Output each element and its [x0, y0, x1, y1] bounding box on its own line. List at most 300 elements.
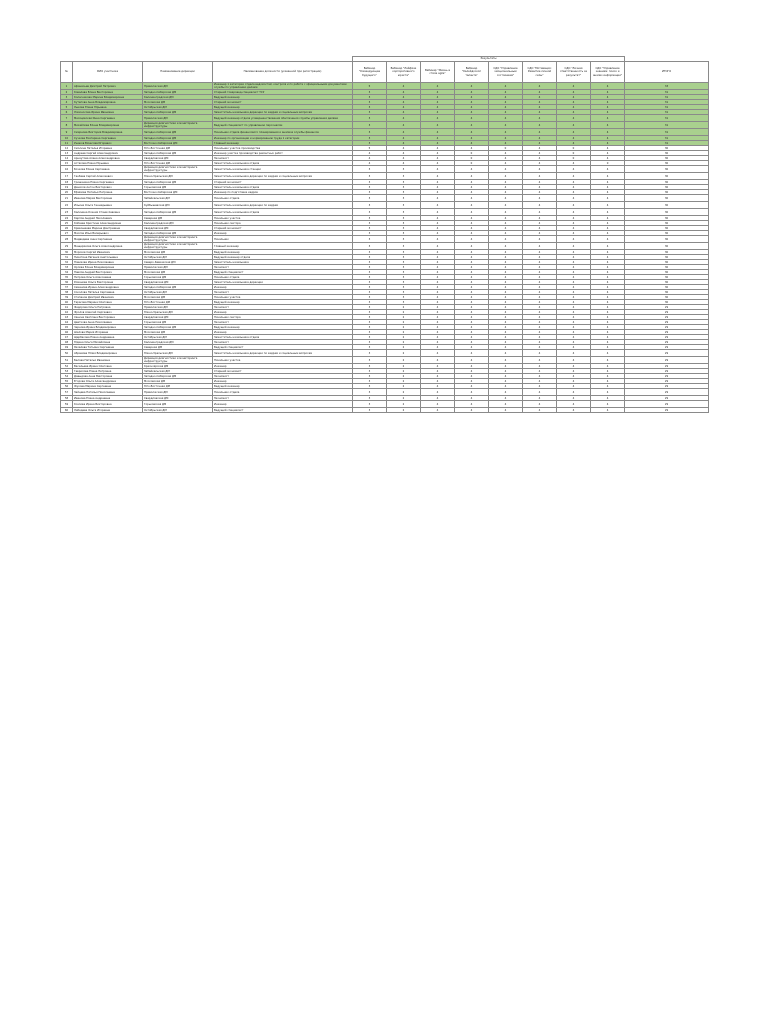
header-row	[61, 62, 709, 83]
score-cell: 4	[421, 330, 455, 335]
total-cell: 31	[625, 105, 709, 110]
score-cell: 4	[489, 285, 523, 290]
position: Старший экономист	[213, 100, 353, 105]
score-cell: 4	[489, 315, 523, 320]
score-cell: 3	[353, 231, 387, 236]
score-cell: 2	[387, 310, 421, 315]
score-cell: 4	[421, 166, 455, 173]
score-cell: 4	[557, 236, 591, 243]
col-sdo-4: СДО "Управление знанием: поиск и анализ информации"	[591, 62, 625, 83]
score-cell: 3	[353, 379, 387, 384]
score-cell: 4	[523, 122, 557, 129]
score-cell: 3	[353, 384, 387, 389]
department: Южно-Уральская ДМ	[143, 173, 213, 180]
score-cell: 4	[489, 105, 523, 110]
department: Западно-Сибирская ДМ	[143, 110, 213, 115]
score-cell: 4	[557, 384, 591, 389]
department: Северная ДМ	[143, 216, 213, 221]
score-cell: 4	[455, 166, 489, 173]
score-cell: 4	[421, 357, 455, 364]
position: Экономист	[213, 374, 353, 379]
score-cell: 4	[557, 202, 591, 209]
participant-name: Кобзева Кристина Александровна	[73, 221, 143, 226]
score-cell: 4	[421, 231, 455, 236]
row-number: 55	[61, 379, 73, 384]
score-cell: 4	[455, 115, 489, 122]
score-cell: 4	[455, 250, 489, 255]
participant-name: Ломоносова Ирина Ивановна	[73, 110, 143, 115]
department: Свердловская ДМ	[143, 156, 213, 161]
score-cell: 4	[557, 401, 591, 408]
score-cell: 3	[387, 270, 421, 275]
row-number: 33	[61, 265, 73, 270]
department: Западно-Сибирская ДМ	[143, 325, 213, 330]
department: Приволжская ДМ	[143, 83, 213, 90]
score-cell: 4	[455, 396, 489, 401]
score-cell: 4	[591, 83, 625, 90]
score-cell: 4	[523, 374, 557, 379]
col-webinar-2: Вебинар "Лайфхак корпоративного юриста"	[387, 62, 421, 83]
score-cell: 4	[455, 345, 489, 350]
row-number: 45	[61, 325, 73, 330]
score-cell: 3	[387, 173, 421, 180]
score-cell: 3	[353, 115, 387, 122]
score-cell: 4	[557, 265, 591, 270]
row-number: 49	[61, 345, 73, 350]
position: Главный инженер	[213, 243, 353, 250]
score-cell: 4	[591, 216, 625, 221]
score-cell: 4	[455, 129, 489, 136]
score-cell: 3	[387, 209, 421, 216]
score-cell: 3	[353, 389, 387, 396]
row-number: 26	[61, 226, 73, 231]
col-num: №	[61, 62, 73, 83]
position: Ведущий инженер отдела	[213, 255, 353, 260]
score-cell: 4	[557, 350, 591, 357]
table-row	[61, 122, 709, 129]
score-cell: 4	[557, 320, 591, 325]
score-cell: 4	[489, 83, 523, 90]
score-cell: 4	[421, 300, 455, 305]
score-cell: 4	[557, 136, 591, 141]
score-cell: 4	[591, 129, 625, 136]
col-position: Наименование должности (указанной при регистрации)	[213, 62, 353, 83]
score-cell: 3	[353, 90, 387, 95]
score-cell: 4	[455, 389, 489, 396]
score-cell: 4	[557, 173, 591, 180]
score-cell: 5	[353, 83, 387, 90]
score-cell: 4	[591, 236, 625, 243]
score-cell: 4	[591, 115, 625, 122]
score-cell: 4	[455, 221, 489, 226]
score-cell: 4	[489, 374, 523, 379]
position: Старший экономист	[213, 226, 353, 231]
score-cell: 4	[455, 190, 489, 195]
score-cell: 4	[557, 226, 591, 231]
score-cell: 3	[353, 300, 387, 305]
col-total: ИТОГО	[625, 62, 709, 83]
score-cell: 3	[353, 190, 387, 195]
score-cell: 4	[489, 173, 523, 180]
position: Заместитель начальника отдела	[213, 161, 353, 166]
score-cell: 4	[489, 340, 523, 345]
department: Западно-Сибирская ДМ	[143, 129, 213, 136]
score-cell: 4	[591, 105, 625, 110]
total-cell: 29	[625, 396, 709, 401]
score-cell: 4	[455, 401, 489, 408]
score-cell: 3	[353, 330, 387, 335]
score-cell: 4	[489, 300, 523, 305]
score-cell: 4	[455, 122, 489, 129]
score-cell: 4	[557, 315, 591, 320]
score-cell: 3	[387, 166, 421, 173]
position: Инженер по организации и нормированию труда 1 категории	[213, 136, 353, 141]
score-cell: 4	[455, 379, 489, 384]
participant-name: Орлова Елена Владимировна	[73, 265, 143, 270]
score-cell: 4	[455, 265, 489, 270]
department: Калининградская ДМ	[143, 340, 213, 345]
participant-name: Ефимова Наталья Петровна	[73, 190, 143, 195]
row-number: 1	[61, 83, 73, 90]
score-cell: 4	[591, 195, 625, 202]
score-cell: 4	[557, 209, 591, 216]
score-cell: 4	[557, 275, 591, 280]
score-cell: 4	[387, 161, 421, 166]
score-cell: 4	[557, 408, 591, 413]
score-cell: 4	[421, 275, 455, 280]
score-cell: 4	[591, 389, 625, 396]
total-cell: 31	[625, 122, 709, 129]
score-cell: 4	[557, 100, 591, 105]
score-cell: 0	[455, 161, 489, 166]
score-cell: 3	[387, 250, 421, 255]
table-row	[61, 209, 709, 216]
score-cell: 3	[353, 295, 387, 300]
participant-name: Мещерякова Ольга Александровна	[73, 243, 143, 250]
participant-name: Астахова Елена Юрьевна	[73, 161, 143, 166]
score-cell: 3	[353, 350, 387, 357]
row-number: 8	[61, 122, 73, 129]
score-cell: 4	[455, 357, 489, 364]
score-cell: 4	[489, 100, 523, 105]
participant-name: Лебедева Ольга Игоревна	[73, 408, 143, 413]
score-cell: 3	[353, 364, 387, 369]
row-number: 31	[61, 255, 73, 260]
score-cell: 2	[387, 305, 421, 310]
score-cell: 4	[489, 236, 523, 243]
score-cell: 4	[489, 396, 523, 401]
position: Начальник участка	[213, 357, 353, 364]
score-cell: 4	[489, 310, 523, 315]
position: Начальник участка производства	[213, 146, 353, 151]
position: Ведущий специалист по управлению персоналом	[213, 122, 353, 129]
score-cell: 4	[523, 100, 557, 105]
score-cell: 4	[455, 216, 489, 221]
score-cell: 4	[557, 340, 591, 345]
score-cell: 4	[421, 255, 455, 260]
row-number: 14	[61, 156, 73, 161]
score-cell: 4	[455, 295, 489, 300]
participant-name: Месяцовская Инна Сергеевна	[73, 115, 143, 122]
score-cell: 4	[591, 190, 625, 195]
row-number: 54	[61, 374, 73, 379]
score-cell: 4	[489, 243, 523, 250]
row-number: 44	[61, 320, 73, 325]
score-cell: 4	[591, 166, 625, 173]
score-cell: 3	[387, 300, 421, 305]
row-number: 3	[61, 95, 73, 100]
participant-name: Ковалева Елена Викторовна	[73, 90, 143, 95]
score-cell: 4	[523, 270, 557, 275]
score-cell: 4	[591, 300, 625, 305]
score-cell: 4	[387, 141, 421, 146]
score-cell: 3	[353, 285, 387, 290]
score-cell: 4	[523, 110, 557, 115]
score-cell: 4	[557, 379, 591, 384]
participant-name: Колесникова Марина Владимировна	[73, 95, 143, 100]
score-cell: 4	[523, 236, 557, 243]
participant-name: Егорова Ольга Александровна	[73, 379, 143, 384]
score-cell: 4	[591, 384, 625, 389]
score-cell: 3	[387, 243, 421, 250]
position: Инженер	[213, 330, 353, 335]
department: Юго-Восточная ДМ	[143, 384, 213, 389]
score-cell: 4	[523, 389, 557, 396]
score-cell: 4	[421, 180, 455, 185]
total-cell: 31	[625, 141, 709, 146]
score-cell: 4	[387, 122, 421, 129]
total-cell: 30	[625, 236, 709, 243]
score-cell: 4	[421, 202, 455, 209]
participant-name: Калинина Ксения Станиславовна	[73, 209, 143, 216]
score-cell: 3	[353, 110, 387, 115]
score-cell: 0	[591, 161, 625, 166]
total-cell: 29	[625, 335, 709, 340]
score-cell: 4	[421, 83, 455, 90]
score-cell: 4	[489, 408, 523, 413]
row-number: 19	[61, 185, 73, 190]
score-cell: 4	[523, 260, 557, 265]
score-cell: 4	[421, 216, 455, 221]
position: Экономист	[213, 290, 353, 295]
department: Октябрьская ДМ	[143, 290, 213, 295]
score-cell: 3	[387, 190, 421, 195]
department: Западно-Сибирская ДМ	[143, 285, 213, 290]
score-cell: 3	[353, 226, 387, 231]
participant-name: Козлова Ирина Викторовна	[73, 401, 143, 408]
score-cell: 4	[489, 260, 523, 265]
position: Заместитель начальника дирекции	[213, 280, 353, 285]
department: Свердловская ДМ	[143, 396, 213, 401]
score-cell: 4	[455, 236, 489, 243]
score-cell: 0	[455, 151, 489, 156]
total-cell: 33	[625, 83, 709, 90]
department: Юго-Восточная ДМ	[143, 146, 213, 151]
total-cell: 30	[625, 221, 709, 226]
score-cell: 4	[591, 156, 625, 161]
table-row	[61, 129, 709, 136]
department: Красноярская ДМ	[143, 364, 213, 369]
score-cell: 4	[421, 335, 455, 340]
total-cell: 30	[625, 180, 709, 185]
row-number: 51	[61, 357, 73, 364]
score-cell: 4	[455, 270, 489, 275]
total-cell: 29	[625, 364, 709, 369]
score-cell: 4	[523, 335, 557, 340]
score-cell: 4	[489, 231, 523, 236]
score-cell: 4	[591, 110, 625, 115]
row-number: 23	[61, 209, 73, 216]
position: Заместитель начальника дирекции по кадрам	[213, 202, 353, 209]
score-cell: 4	[421, 364, 455, 369]
participant-name: Васильева Ирина Олеговна	[73, 364, 143, 369]
total-cell: 30	[625, 243, 709, 250]
table-row	[61, 401, 709, 408]
position: Экономист	[213, 320, 353, 325]
table-row	[61, 166, 709, 173]
score-cell: 3	[387, 295, 421, 300]
score-cell: 4	[591, 90, 625, 95]
participant-name: Щербакова Елена Андреевна	[73, 335, 143, 340]
score-cell: 4	[557, 185, 591, 190]
table-row	[61, 408, 709, 413]
score-cell: 4	[421, 369, 455, 374]
score-cell: 4	[591, 141, 625, 146]
score-cell: 4	[591, 265, 625, 270]
participant-name: Давыдова Анна Викторовна	[73, 374, 143, 379]
score-cell: 3	[387, 275, 421, 280]
position: Заместитель начальника отдела	[213, 185, 353, 190]
score-cell: 4	[591, 330, 625, 335]
score-cell: 3	[353, 270, 387, 275]
score-cell: 3	[353, 408, 387, 413]
score-cell: 4	[523, 369, 557, 374]
score-cell: 4	[421, 185, 455, 190]
score-cell: 4	[421, 141, 455, 146]
score-cell: 4	[557, 335, 591, 340]
score-cell: 4	[489, 290, 523, 295]
department: Юго-Восточная ДМ	[143, 300, 213, 305]
score-cell: 3	[387, 226, 421, 231]
score-cell: 3	[353, 340, 387, 345]
score-cell: 4	[591, 350, 625, 357]
total-cell: 30	[625, 300, 709, 305]
score-cell: 2	[387, 345, 421, 350]
department: Московская ДМ	[143, 330, 213, 335]
score-cell: 2	[387, 330, 421, 335]
department: Западно-Сибирская ДМ	[143, 374, 213, 379]
total-cell: 29	[625, 408, 709, 413]
position: Начальник участка	[213, 216, 353, 221]
participant-name: Шилова Мария Игоревна	[73, 330, 143, 335]
total-cell: 29	[625, 369, 709, 374]
row-number: 5	[61, 105, 73, 110]
score-cell: 4	[489, 305, 523, 310]
score-cell: 4	[455, 141, 489, 146]
score-cell: 4	[557, 166, 591, 173]
score-cell: 4	[455, 90, 489, 95]
score-cell: 4	[455, 209, 489, 216]
score-cell: 0	[455, 156, 489, 161]
score-cell: 4	[591, 180, 625, 185]
department: Свердловская ДМ	[143, 315, 213, 320]
score-cell: 4	[421, 265, 455, 270]
score-cell: 4	[421, 173, 455, 180]
score-cell: 4	[489, 275, 523, 280]
score-cell: 4	[591, 345, 625, 350]
position: Начальник отдела	[213, 275, 353, 280]
score-cell: 4	[489, 265, 523, 270]
total-cell: 30	[625, 161, 709, 166]
participant-name: Морозов Сергей Иванович	[73, 250, 143, 255]
row-number: 20	[61, 190, 73, 195]
score-cell: 4	[591, 325, 625, 330]
score-cell: 4	[489, 156, 523, 161]
department: Западно-Сибирская ДМ	[143, 180, 213, 185]
results-table	[60, 56, 709, 413]
score-cell: 4	[489, 345, 523, 350]
score-cell: 4	[591, 379, 625, 384]
score-cell: 4	[421, 260, 455, 265]
participant-name: Павлов Андрей Викторович	[73, 270, 143, 275]
score-cell: 4	[557, 190, 591, 195]
department: Приволжская ДМ	[143, 305, 213, 310]
score-cell: 4	[421, 270, 455, 275]
score-cell: 4	[489, 250, 523, 255]
score-cell: 3	[387, 195, 421, 202]
col-sdo-1: СДО "Управление эмоциональным состоянием"	[489, 62, 523, 83]
department: Приволжская ДМ	[143, 115, 213, 122]
position: Начальник	[213, 236, 353, 243]
total-cell: 30	[625, 216, 709, 221]
position: Начальник отдела финансового планирования и анализа службы финансов	[213, 129, 353, 136]
score-cell: 4	[455, 290, 489, 295]
score-cell: 4	[421, 221, 455, 226]
participant-name: Новикова Ирина Николаевна	[73, 260, 143, 265]
score-cell: 3	[353, 221, 387, 226]
row-number: 38	[61, 290, 73, 295]
score-cell: 4	[591, 275, 625, 280]
participant-name: Тарасова Марина Олеговна	[73, 300, 143, 305]
total-cell: 31	[625, 136, 709, 141]
score-cell: 4	[591, 255, 625, 260]
score-cell: 4	[557, 295, 591, 300]
score-cell: 4	[523, 401, 557, 408]
row-number: 47	[61, 335, 73, 340]
score-cell: 4	[489, 95, 523, 100]
score-cell: 3	[353, 236, 387, 243]
department: Октябрьская ДМ	[143, 408, 213, 413]
participant-name: Цветкова Анна Николаевна	[73, 320, 143, 325]
department: Калининградская ДМ	[143, 221, 213, 226]
total-cell: 30	[625, 146, 709, 151]
row-number: 58	[61, 396, 73, 401]
row-number: 17	[61, 173, 73, 180]
position: Экономист	[213, 265, 353, 270]
table-row	[61, 202, 709, 209]
department: Московская ДМ	[143, 100, 213, 105]
score-cell: 4	[455, 195, 489, 202]
score-cell: 4	[489, 369, 523, 374]
row-number: 28	[61, 236, 73, 243]
score-cell: 4	[591, 335, 625, 340]
score-cell: 4	[557, 90, 591, 95]
total-cell: 29	[625, 330, 709, 335]
position: Заместитель начальника отдела	[213, 209, 353, 216]
score-cell: 4	[489, 136, 523, 141]
score-cell: 3	[353, 275, 387, 280]
participant-name: Михайлова Елена Владимировна	[73, 122, 143, 129]
